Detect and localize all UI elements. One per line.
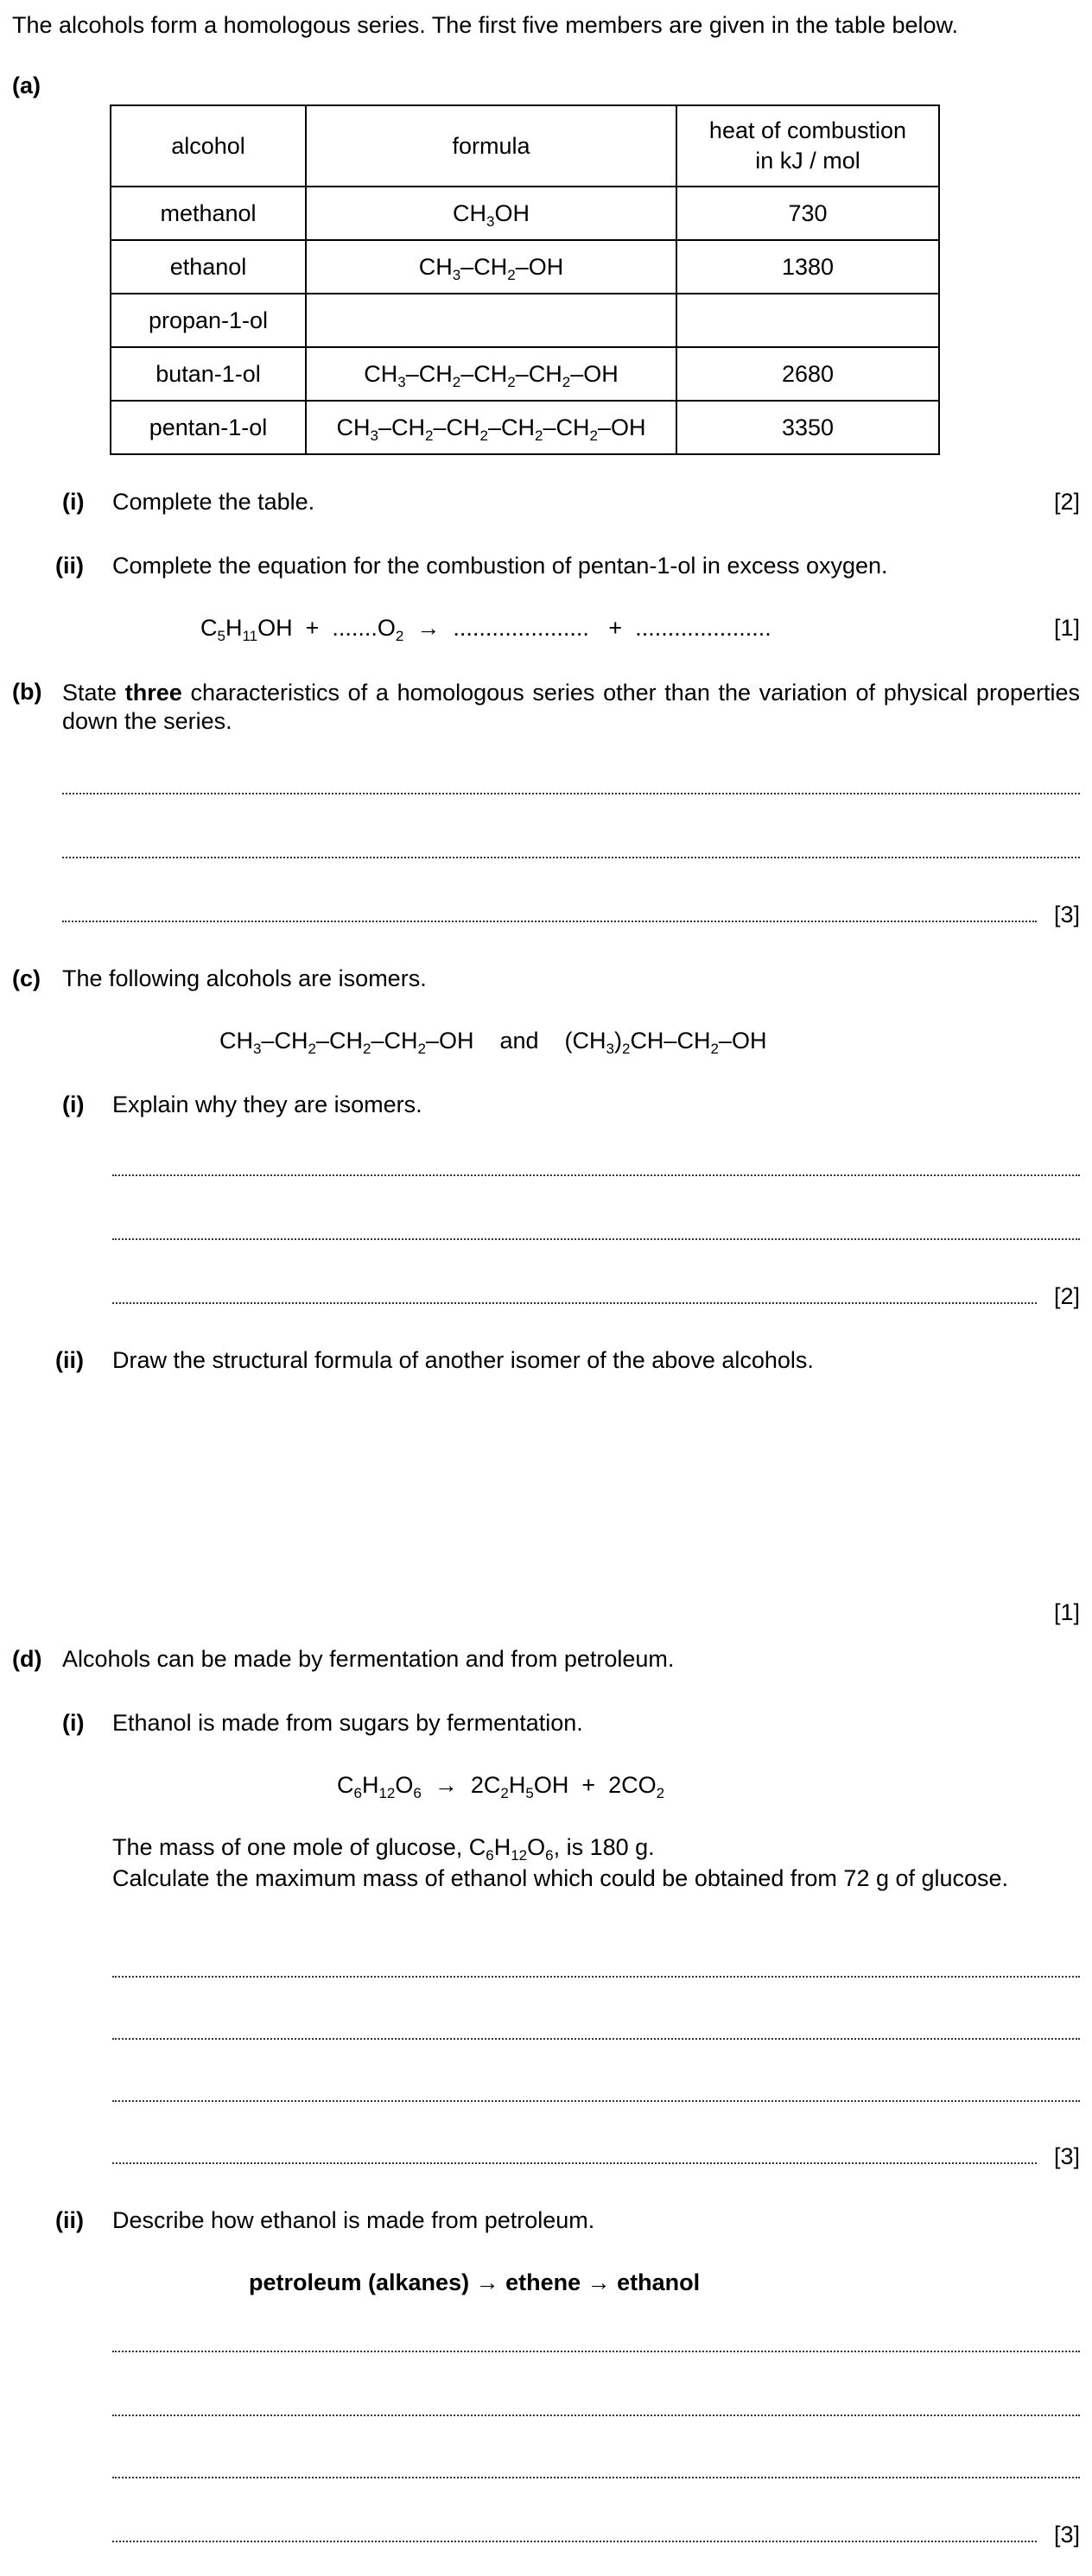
answer-line[interactable] — [62, 857, 1080, 858]
eq-reactant: $C_5H_{11}OH$ — [200, 615, 293, 644]
table-row — [111, 240, 939, 294]
part-c-label: (c) — [12, 965, 41, 991]
answer-line[interactable] — [112, 2100, 1080, 2102]
header-heat-line2: in kJ / mol — [755, 148, 860, 174]
part-b-label: (b) — [12, 679, 42, 705]
part-b-text: State three characteristics of a homologous series other than the variation of physical properties down the series. — [62, 680, 1080, 734]
part-c-text: The following alcohols are isomers. — [62, 965, 427, 991]
part-a-i-mark: [2] — [1053, 489, 1080, 515]
cell-formula: $CH_3OH$ — [306, 187, 676, 240]
answer-line[interactable] — [112, 2477, 1080, 2478]
cell-alcohol: ethanol — [111, 240, 306, 294]
table-row — [111, 347, 939, 401]
part-a-ii-label: (ii) — [55, 553, 84, 579]
cell-alcohol: butan-1-ol — [111, 347, 306, 401]
cell-alcohol: propan-1-ol — [111, 294, 306, 347]
part-d-ii-mark: [3] — [1053, 2522, 1080, 2548]
part-a-i-text: Complete the table. — [112, 489, 315, 515]
cell-formula: $CH_3-CH_2-OH$ — [306, 240, 676, 294]
answer-line[interactable] — [112, 1174, 1080, 1176]
drawing-area[interactable] — [112, 1387, 976, 1577]
part-d-i-mark: [3] — [1053, 2143, 1080, 2169]
header-heat — [676, 105, 939, 187]
isomer-formulas: $CH_3-CH_2-CH_2-CH_2-OH$ and $(CH_3)_2CH-CH_2-OH$ — [219, 1028, 767, 1057]
table-row — [111, 401, 939, 454]
cell-heat: 3350 — [676, 401, 939, 454]
answer-line[interactable] — [112, 2162, 1037, 2164]
part-d-ii-label: (ii) — [55, 2207, 84, 2233]
glucose-mass-text: The mass of one mole of glucose, $C_6H_{12}O_6$, is 180 g. — [112, 1834, 655, 1864]
answer-line[interactable] — [112, 2038, 1080, 2040]
table-row — [111, 294, 939, 347]
answer-line[interactable] — [112, 1302, 1037, 1304]
petroleum-scheme: petroleum (alkanes) → ethene → ethanol — [249, 2269, 701, 2295]
header-formula: formula — [306, 105, 676, 187]
part-d-i-label: (i) — [62, 1710, 85, 1736]
table-row — [111, 187, 939, 240]
table-header-row — [111, 105, 939, 187]
fermentation-equation: $C_6H_{12}O_6 \to 2C_2H_5OH + 2CO_2$ — [337, 1772, 665, 1801]
answer-line[interactable] — [112, 2351, 1080, 2352]
part-a-ii-text: Complete the equation for the combustion of pentan-1-ol in excess oxygen. — [112, 553, 888, 579]
cell-heat: 730 — [676, 187, 939, 240]
answer-line[interactable] — [112, 1238, 1080, 1240]
part-c-ii-mark: [1] — [1053, 1599, 1080, 1625]
calc-instruction: Calculate the maximum mass of ethanol which could be obtained from 72 g of glucose. — [112, 1865, 1009, 1891]
part-d-ii-text: Describe how ethanol is made from petroleum. — [112, 2207, 595, 2233]
intro-text: The alcohols form a homologous series. The first five members are given in the table below. — [12, 12, 959, 38]
part-c-i-text: Explain why they are isomers. — [112, 1092, 422, 1117]
combustion-equation[interactable]: $C_5H_{11}OH + .......O_2$ → ..................... + ..................... — [200, 615, 771, 644]
alcohol-table — [110, 104, 940, 455]
part-d-i-text: Ethanol is made from sugars by fermentation. — [112, 1710, 583, 1736]
emphasis-three: three — [124, 680, 182, 706]
answer-line[interactable] — [62, 793, 1080, 794]
part-c-ii-text: Draw the structural formula of another isomer of the above alcohols. — [112, 1347, 814, 1373]
cell-heat: 1380 — [676, 240, 939, 294]
part-c-i-mark: [2] — [1053, 1283, 1080, 1309]
cell-heat-blank[interactable] — [676, 294, 939, 347]
part-c-i-label: (i) — [62, 1092, 85, 1117]
part-b-mark: [3] — [1053, 902, 1080, 927]
answer-line[interactable] — [62, 921, 1037, 922]
answer-line[interactable] — [112, 2415, 1080, 2416]
part-a-ii-mark: [1] — [1053, 615, 1080, 641]
part-a-i-label: (i) — [62, 489, 85, 515]
cell-alcohol: pentan-1-ol — [111, 401, 306, 454]
part-c-ii-label: (ii) — [55, 1347, 84, 1373]
header-alcohol: alcohol — [111, 105, 306, 187]
answer-line[interactable] — [112, 2541, 1037, 2542]
header-heat-line1: heat of combustion — [708, 117, 907, 143]
cell-alcohol: methanol — [111, 187, 306, 240]
cell-heat: 2680 — [676, 347, 939, 401]
answer-line[interactable] — [112, 1976, 1080, 1978]
part-d-label: (d) — [12, 1646, 42, 1672]
cell-formula-blank[interactable] — [306, 294, 676, 347]
cell-formula: $CH_3-CH_2-CH_2-CH_2-OH$ — [306, 347, 676, 401]
part-d-text: Alcohols can be made by fermentation and from petroleum. — [62, 1646, 675, 1672]
cell-formula: $CH_3-CH_2-CH_2-CH_2-CH_2-OH$ — [306, 401, 676, 454]
part-a-label: (a) — [12, 73, 41, 98]
